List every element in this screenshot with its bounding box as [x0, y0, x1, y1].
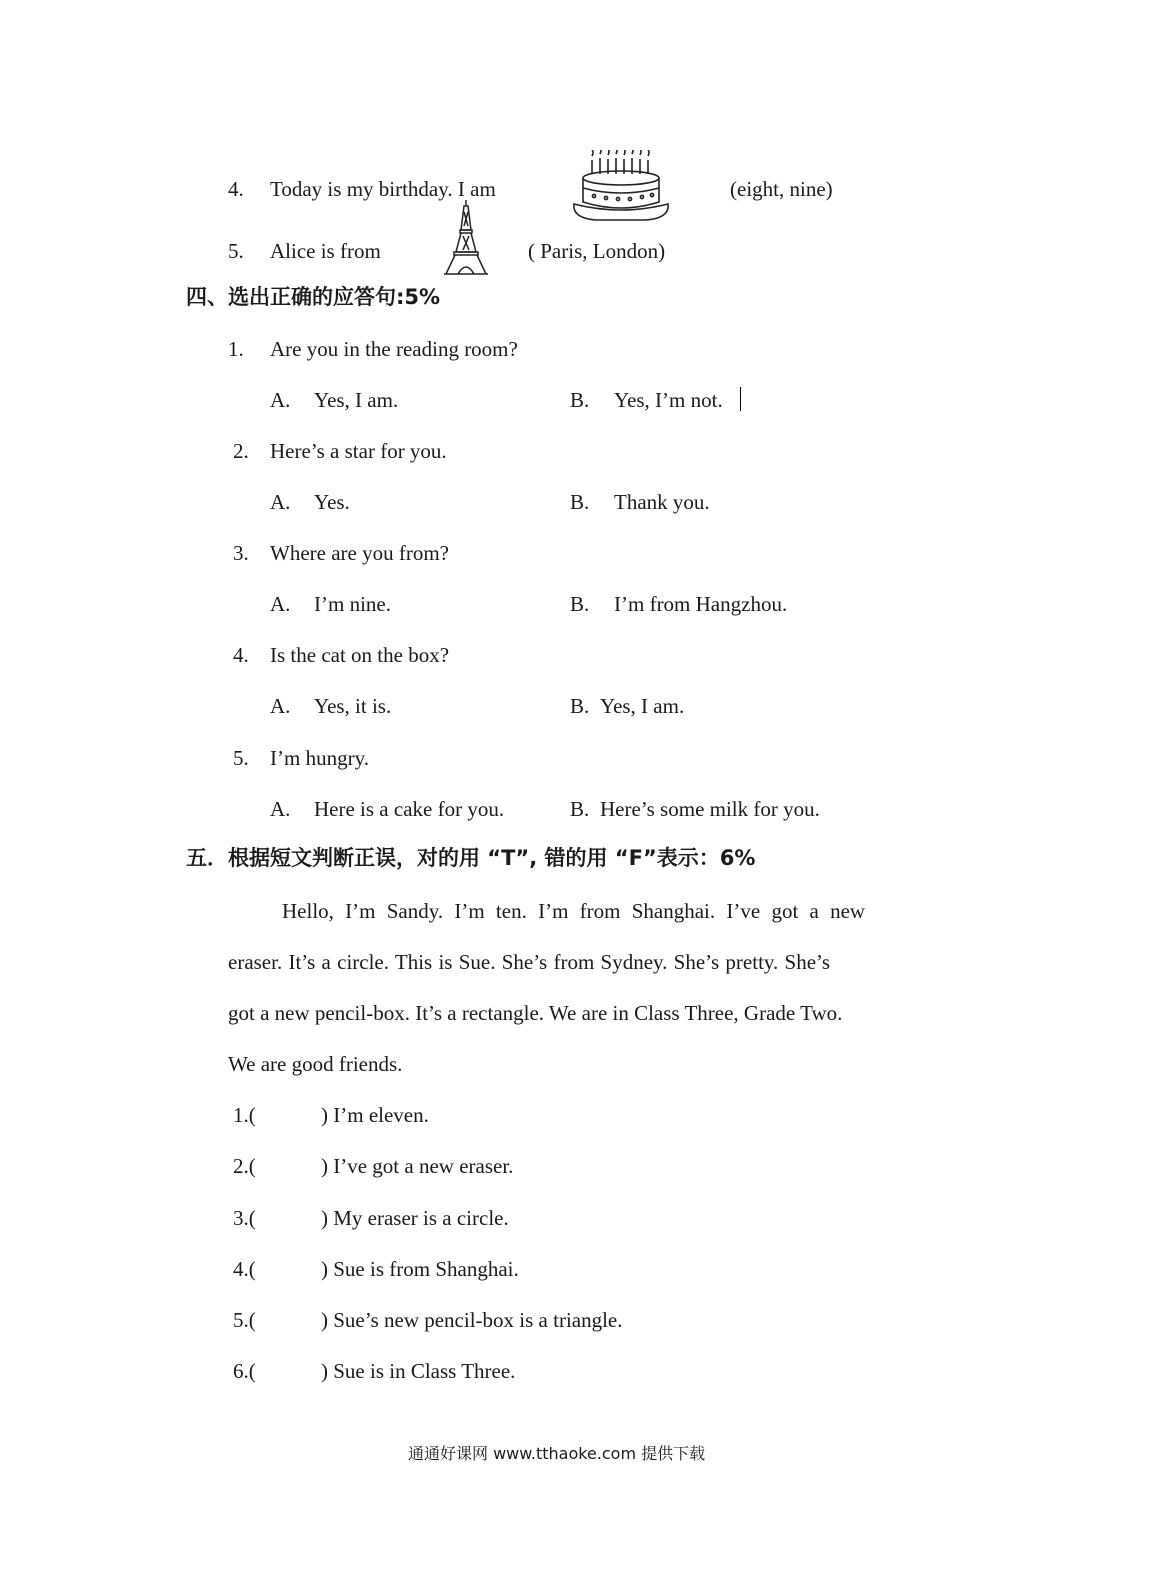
option-a-label: A. — [270, 797, 291, 821]
statement-text: ) Sue’s new pencil-box is a triangle. — [321, 1308, 623, 1332]
item-text: Today is my birthday. I am — [270, 177, 496, 201]
statement-number: 1.( — [233, 1103, 256, 1127]
question-text: Is the cat on the box? — [270, 643, 450, 667]
option-a-label: A. — [270, 388, 291, 412]
option-a-label: A. — [270, 592, 291, 616]
passage-line: We are good friends. — [228, 1052, 403, 1076]
statement-number: 4.( — [233, 1257, 256, 1281]
statement-text: ) I’ve got a new eraser. — [321, 1154, 514, 1178]
question-number: 3. — [233, 541, 249, 565]
page-footer: 通通好课网 www.tthaoke.com 提供下载 — [408, 1444, 706, 1463]
question-text: Are you in the reading room? — [270, 337, 518, 361]
question-number: 1. — [228, 337, 244, 361]
passage-line: eraser. It’s a circle. This is Sue. She’s from Sydney. She’s pretty. She’s — [228, 950, 831, 974]
statement-number: 5.( — [233, 1308, 256, 1332]
item-text: Alice is from — [270, 239, 381, 263]
passage-line: Hello, I’m Sandy. I’m ten. I’m from Shanghai. I’ve got a new — [282, 899, 866, 923]
option-b-text: I’m from Hangzhou. — [614, 592, 788, 616]
option-b-text: Yes, I am. — [600, 694, 685, 718]
statement-text: ) I’m eleven. — [321, 1103, 429, 1127]
option-a-text: Yes, I am. — [314, 388, 399, 412]
option-a-text: I’m nine. — [314, 592, 391, 616]
option-b-text: Here’s some milk for you. — [600, 797, 820, 821]
option-b-label: B. — [570, 592, 590, 616]
statement-number: 6.( — [233, 1359, 256, 1383]
question-text: I’m hungry. — [270, 746, 369, 770]
option-b-label: B. — [570, 388, 590, 412]
text-cursor — [740, 387, 741, 411]
question-number: 4. — [233, 643, 249, 667]
option-b-text: Yes, I’m not. — [614, 388, 723, 412]
eiffel-tower-icon — [444, 200, 488, 276]
statement-text: ) Sue is from Shanghai. — [321, 1257, 519, 1281]
item-options: ( Paris, London) — [528, 239, 666, 263]
statement-text: ) My eraser is a circle. — [321, 1206, 509, 1230]
option-a-text: Yes. — [314, 490, 350, 514]
statement-number: 2.( — [233, 1154, 256, 1178]
option-b-text: Thank you. — [614, 490, 710, 514]
section5-title: 五．根据短文判断正误，对的用 “T”, 错的用 “F”表示：6% — [186, 846, 756, 870]
statement-number: 3.( — [233, 1206, 256, 1230]
statement-text: ) Sue is in Class Three. — [321, 1359, 516, 1383]
item-options: (eight, nine) — [730, 177, 833, 201]
item-number: 4. — [228, 177, 244, 201]
birthday-cake-icon — [566, 150, 676, 226]
question-number: 5. — [233, 746, 249, 770]
option-a-label: A. — [270, 694, 291, 718]
option-a-text: Yes, it is. — [314, 694, 392, 718]
section4-title: 四、选出正确的应答句:5% — [186, 285, 441, 309]
question-text: Where are you from? — [270, 541, 449, 565]
passage-line: got a new pencil-box. It’s a rectangle. We are in Class Three, Grade Two. — [228, 1001, 843, 1025]
option-a-text: Here is a cake for you. — [314, 797, 505, 821]
option-b-label: B. — [570, 694, 590, 718]
question-text: Here’s a star for you. — [270, 439, 447, 463]
question-number: 2. — [233, 439, 249, 463]
option-b-label: B. — [570, 490, 590, 514]
option-b-label: B. — [570, 797, 590, 821]
option-a-label: A. — [270, 490, 291, 514]
item-number: 5. — [228, 239, 244, 263]
